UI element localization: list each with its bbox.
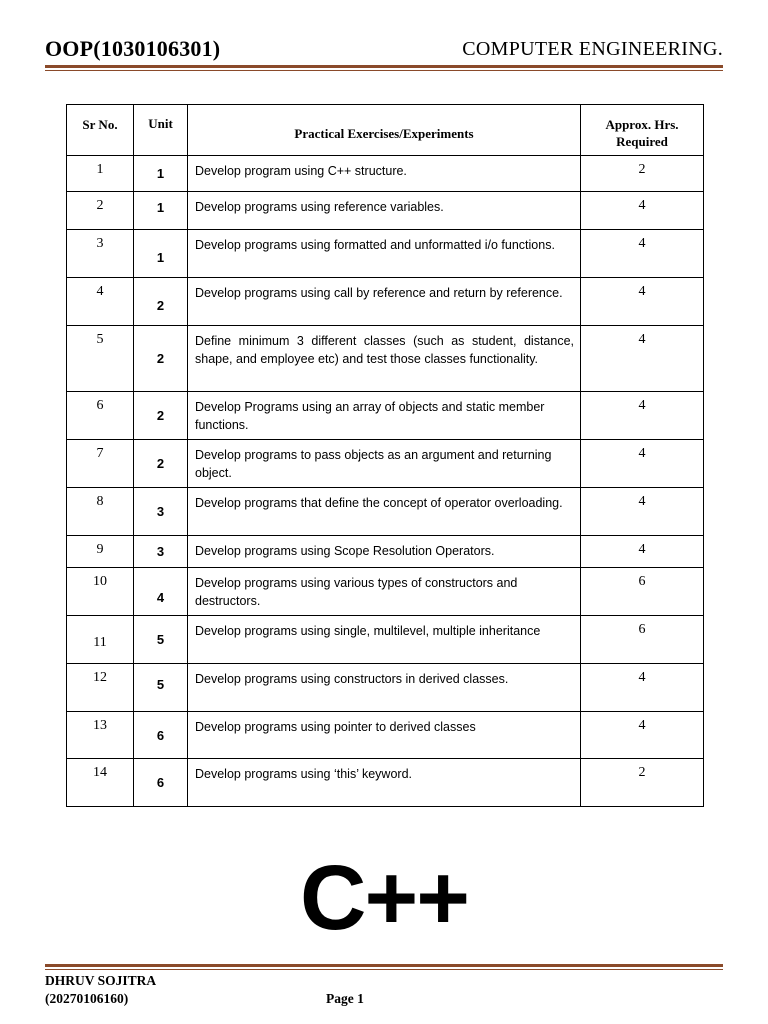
unit-cell: 2 <box>134 392 188 440</box>
unit-cell: 2 <box>134 440 188 488</box>
unit-cell: 2 <box>134 326 188 392</box>
table-row <box>67 536 704 568</box>
sr-cell: 12 <box>67 664 134 712</box>
exercise-cell: Develop programs using reference variables. <box>188 192 581 230</box>
hours-cell: 4 <box>581 488 704 536</box>
unit-cell: 3 <box>134 488 188 536</box>
sr-cell: 14 <box>67 759 134 807</box>
table-row <box>67 156 704 192</box>
exercise-cell: Develop programs using various types of constructors and destructors. <box>188 568 581 616</box>
sr-cell: 2 <box>67 192 134 230</box>
author-name: DHRUV SOJITRA <box>45 973 157 988</box>
unit-cell: 6 <box>134 712 188 759</box>
table-row <box>67 192 704 230</box>
sr-cell: 1 <box>67 156 134 192</box>
unit-cell: 1 <box>134 192 188 230</box>
exercise-cell: Develop programs to pass objects as an argument and returning object. <box>188 440 581 488</box>
page-header <box>45 36 723 66</box>
sr-cell: 13 <box>67 712 134 759</box>
exercise-cell: Develop programs using single, multilevel, multiple inheritance <box>188 616 581 664</box>
exercise-cell: Develop programs that define the concept of operator overloading. <box>188 488 581 536</box>
exercise-cell: Develop programs using call by reference and return by reference. <box>188 278 581 326</box>
exercise-cell: Develop programs using ‘this’ keyword. <box>188 759 581 807</box>
footer-divider <box>45 964 723 970</box>
unit-cell: 3 <box>134 536 188 568</box>
table-row <box>67 392 704 440</box>
page-number: Page 1 <box>326 991 364 1006</box>
exercise-cell: Develop programs using formatted and unformatted i/o functions. <box>188 230 581 278</box>
exercise-cell: Develop programs using constructors in derived classes. <box>188 664 581 712</box>
unit-cell: 5 <box>134 616 188 664</box>
table-row <box>67 568 704 616</box>
exercise-cell: Develop programs using pointer to derived classes <box>188 712 581 759</box>
unit-cell: 2 <box>134 278 188 326</box>
table-row <box>67 759 704 807</box>
sr-cell: 8 <box>67 488 134 536</box>
hours-cell: 2 <box>581 759 704 807</box>
hours-cell: 4 <box>581 230 704 278</box>
table-row <box>67 616 704 664</box>
sr-cell: 9 <box>67 536 134 568</box>
unit-cell: 1 <box>134 156 188 192</box>
sr-cell: 3 <box>67 230 134 278</box>
column-header-hours <box>581 105 704 156</box>
hours-cell: 4 <box>581 392 704 440</box>
unit-cell: 5 <box>134 664 188 712</box>
exercise-cell: Define minimum 3 different classes (such as student, distance, shape, and employee etc) and test those classes functionality. <box>188 326 581 392</box>
cpp-logo-text: C++ <box>300 847 468 949</box>
unit-cell: 4 <box>134 568 188 616</box>
column-header-hours-line1: Approx. Hrs. <box>605 117 679 132</box>
hours-cell: 4 <box>581 664 704 712</box>
exercise-cell: Develop program using C++ structure. <box>188 156 581 192</box>
table-row <box>67 488 704 536</box>
sr-cell: 5 <box>67 326 134 392</box>
column-header-sr-no: Sr No. <box>67 105 134 156</box>
header-divider <box>45 65 723 71</box>
enrollment-number: (20270106160) <box>45 991 129 1006</box>
hours-cell: 2 <box>581 156 704 192</box>
hours-cell: 4 <box>581 536 704 568</box>
hours-cell: 6 <box>581 616 704 664</box>
table-header-row <box>67 105 704 156</box>
column-header-unit: Unit <box>134 105 188 156</box>
hours-cell: 4 <box>581 278 704 326</box>
table-row <box>67 230 704 278</box>
hours-cell: 4 <box>581 440 704 488</box>
hours-cell: 4 <box>581 326 704 392</box>
sr-cell: 6 <box>67 392 134 440</box>
practicals-table <box>66 104 704 807</box>
sr-cell: 11 <box>67 616 134 664</box>
sr-cell: 7 <box>67 440 134 488</box>
table-row <box>67 712 704 759</box>
course-code: OOP(1030106301) <box>45 36 221 61</box>
column-header-hours-line2: Required <box>616 134 668 149</box>
table-row <box>67 278 704 326</box>
exercise-cell: Develop Programs using an array of objects and static member functions. <box>188 392 581 440</box>
table-row <box>67 326 704 392</box>
sr-cell: 4 <box>67 278 134 326</box>
hours-cell: 4 <box>581 712 704 759</box>
department-title: COMPUTER ENGINEERING. <box>462 38 723 60</box>
unit-cell: 1 <box>134 230 188 278</box>
column-header-exercise: Practical Exercises/Experiments <box>188 105 581 156</box>
unit-cell: 6 <box>134 759 188 807</box>
table-row <box>67 664 704 712</box>
hours-cell: 4 <box>581 192 704 230</box>
exercise-cell: Develop programs using Scope Resolution Operators. <box>188 536 581 568</box>
footer-author-block <box>45 972 156 1008</box>
table-row <box>67 440 704 488</box>
hours-cell: 6 <box>581 568 704 616</box>
sr-cell: 10 <box>67 568 134 616</box>
